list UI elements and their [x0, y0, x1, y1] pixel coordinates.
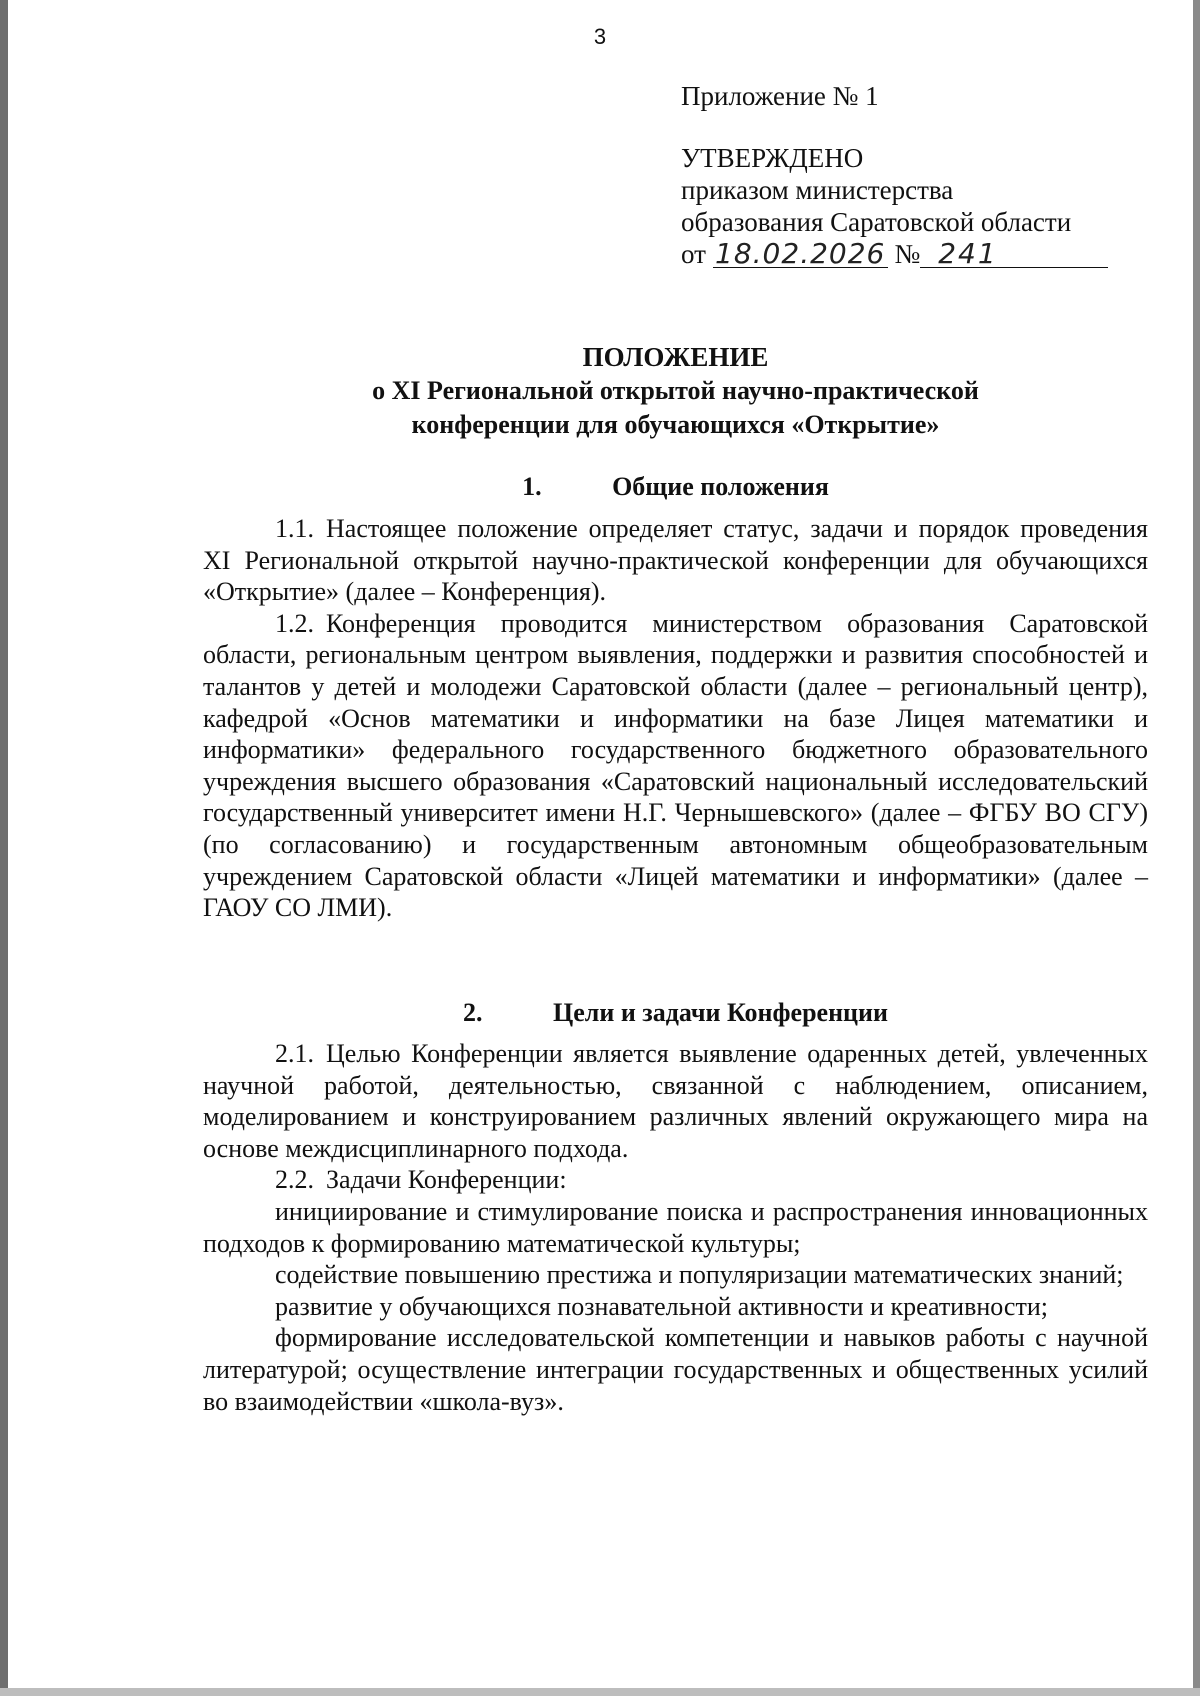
section-2-title: Цели и задачи Конференции	[552, 998, 888, 1027]
task-item: формирование исследовательской компетенции и навыков работы с научной литературой; осуществление интеграции государственных и общественных усилий во взаимодействии «школа-вуз».	[203, 1323, 1148, 1416]
section-2-body	[203, 1038, 1148, 1417]
section-1-title: Общие положения	[612, 472, 829, 501]
title-line-1: о XI Региональной открытой научно-практической	[372, 376, 979, 405]
paragraph-2-1-text: Целью Конференции является выявление одаренных детей, увлеченных научной работой, деятельностью, связанной с наблюдением, описанием, моделированием и конструированием различных явлений окружающего мира на основе междисциплинарного подхода.	[203, 1039, 1148, 1163]
task-item: инициирование и стимулирование поиска и распространения инновационных подходов к формированию математической культуры;	[203, 1196, 1148, 1258]
section-1-body	[203, 513, 1148, 924]
paragraph-1-2-text: Конференция проводится министерством образования Саратовской области, региональным центром выявления, поддержки и развития способностей и талантов у детей и молодежи Саратовской области (далее – региональный центр), кафедрой «Основ математики и информатики на базе Лицея математики и информатики» федерального государственного бюджетного образовательного учреждения высшего образования «Саратовский национальный исследовательский государственный университет имени Н.Г. Чернышевского» (далее – ФГБУ ВО СГУ) (по согласованию) и государственным автономным общеобразовательным учреждением Саратовской области «Лицей математики и информатики» (далее – ГАОУ СО ЛМИ).	[203, 608, 1148, 923]
title-line-2: конференции для обучающихся «Открытие»	[411, 410, 940, 439]
paragraph-2-2-label: 2.2.	[275, 1165, 314, 1195]
paragraph-1-2-label: 1.2.	[275, 608, 314, 638]
scan-edge-left	[0, 0, 8, 1696]
order-date-number-line	[681, 238, 1101, 270]
approval-block	[681, 80, 1101, 270]
section-2-heading	[203, 998, 1148, 1028]
section-2-number: 2.	[462, 998, 483, 1027]
page-number: 3	[593, 24, 607, 49]
appendix-label: Приложение № 1	[681, 81, 879, 111]
scan-edge-bottom	[0, 1688, 1200, 1696]
document-title	[203, 340, 1148, 442]
approved-by-line-2: образования Саратовской области	[681, 207, 1072, 237]
paragraph-2-2	[203, 1164, 1148, 1196]
title-main: ПОЛОЖЕНИЕ	[582, 342, 769, 372]
scan-edge-right	[1193, 0, 1200, 1696]
approved-by-line-1: приказом министерства	[681, 175, 954, 205]
paragraph-1-2	[203, 608, 1148, 924]
paragraph-1-1	[203, 513, 1148, 608]
paragraph-2-1-label: 2.1.	[275, 1039, 314, 1068]
task-item: содействие повышению престижа и популяризации математических знаний;	[275, 1260, 1124, 1290]
section-1-number: 1.	[522, 472, 542, 501]
handwritten-date: 18.02.2026	[713, 241, 888, 268]
paragraph-1-1-label: 1.1.	[275, 514, 314, 543]
paragraph-2-2-text: Задачи Конференции:	[326, 1165, 567, 1195]
task-item: развитие у обучающихся познавательной активности и креативности;	[275, 1291, 1048, 1321]
paragraph-1-1-text: Настоящее положение определяет статус, задачи и порядок проведения XI Региональной открытой научно-практической конференции для обучающихся «Открытие» (далее – Конференция).	[203, 514, 1148, 607]
paragraph-2-1	[203, 1038, 1148, 1164]
date-prefix: от	[681, 239, 706, 269]
approved-label: УТВЕРЖДЕНО	[681, 143, 864, 173]
number-sign: №	[894, 239, 921, 269]
section-1-heading	[203, 472, 1148, 502]
handwritten-order-number: 241	[920, 241, 1108, 268]
